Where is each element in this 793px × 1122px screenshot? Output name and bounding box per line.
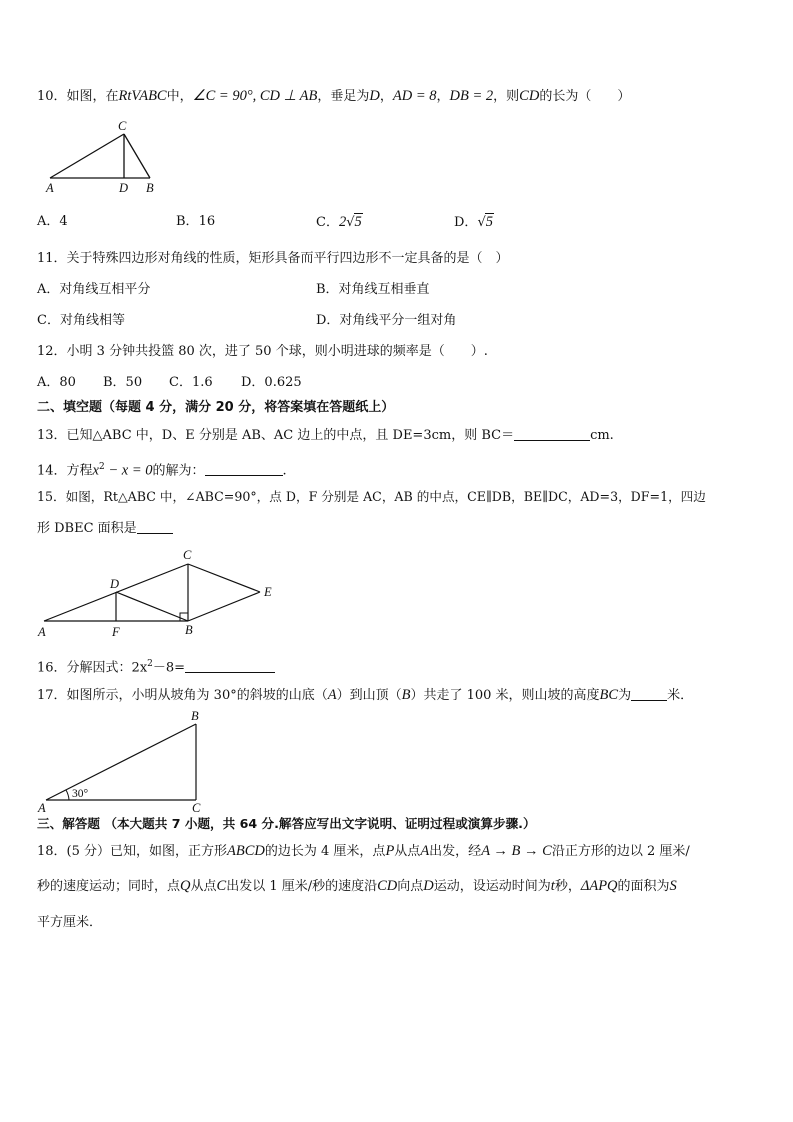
q12-option-a[interactable]: A．80 bbox=[37, 375, 76, 390]
q15-stem-line1: 15．如图，Rt△ABC 中，∠ABC=90°，点 D，F 分别是 AC，AB 的中点，CE∥DB，BE∥DC，AD=3，DF=1，四边 bbox=[37, 489, 706, 504]
q17-answer-blank[interactable] bbox=[631, 686, 667, 701]
q10-option-b[interactable]: B．16 bbox=[176, 214, 216, 229]
q15-label-c: C bbox=[183, 548, 192, 562]
q10-label-d: D bbox=[119, 181, 129, 195]
q11-option-c[interactable]: C．对角线相等 bbox=[37, 313, 125, 328]
q15-figure bbox=[34, 546, 294, 644]
q10-label-a: A bbox=[46, 181, 54, 195]
q15-side-ce bbox=[188, 564, 260, 592]
q11-option-b[interactable]: B．对角线互相垂直 bbox=[316, 282, 430, 297]
q12-option-c[interactable]: C．1.6 bbox=[169, 375, 213, 390]
q13-stem: 13．已知△ABC 中，D、E 分别是 AB、AC 边上的中点，且 DE=3cm，则 BC＝ cm. bbox=[37, 428, 614, 443]
q10-option-c[interactable]: C．2√5 bbox=[316, 214, 362, 230]
q17-angle-label: 30° bbox=[72, 788, 89, 800]
q17-label-c: C bbox=[192, 801, 201, 815]
q10-side-ac bbox=[50, 134, 124, 178]
q10-label-c: C bbox=[118, 119, 127, 133]
section-2-heading: 二、填空题（每题 4 分，满分 20 分，将答案填在答题纸上） bbox=[37, 400, 395, 415]
q15-stem-line2: 形 DBEC 面积是 bbox=[37, 519, 173, 538]
q17-label-b: B bbox=[191, 709, 199, 723]
q15-label-a: A bbox=[38, 625, 46, 639]
q10-side-bc bbox=[124, 134, 150, 178]
q15-segment-db bbox=[116, 592, 188, 621]
q10-figure bbox=[40, 118, 170, 198]
q12-option-d[interactable]: D．0.625 bbox=[241, 375, 302, 390]
q15-label-e: E bbox=[264, 585, 272, 599]
q16-answer-blank[interactable] bbox=[185, 658, 275, 673]
q17-label-a: A bbox=[38, 801, 46, 815]
q17-side-ab bbox=[46, 724, 196, 800]
q11-option-d[interactable]: D．对角线平分一组对角 bbox=[316, 313, 457, 328]
q10-option-d[interactable]: D．√5 bbox=[454, 214, 493, 230]
q16-stem: 16．分解因式：$2x^2-8=$ bbox=[37, 655, 275, 677]
q12-option-b[interactable]: B．50 bbox=[103, 375, 143, 390]
q10-label-b: B bbox=[146, 181, 154, 195]
q15-label-f: F bbox=[112, 625, 120, 639]
q11-option-a[interactable]: A．对角线互相平分 bbox=[37, 282, 151, 297]
q13-answer-blank[interactable] bbox=[514, 426, 590, 441]
q10-option-a[interactable]: A．4 bbox=[37, 214, 68, 229]
q18-stem-line2: 秒的速度运动；同时，点Q从点C出发以 1 厘米/秒的速度沿CD向点D运动，设运动时间为t秒，ΔAPQ的面积为S bbox=[37, 878, 677, 894]
q15-side-be bbox=[188, 592, 260, 621]
q15-label-b: B bbox=[185, 623, 193, 637]
q17-angle-arc bbox=[66, 790, 69, 800]
q18-stem-line3: 平方厘米． bbox=[37, 915, 103, 930]
q17-stem: 17．如图所示，小明从坡角为 30°的斜坡的山底（A）到山顶（B）共走了 100 米，则山坡的高度BC为 米． bbox=[37, 687, 694, 703]
q12-stem: 12．小明 3 分钟共投篮 80 次，进了 50 个球，则小明进球的频率是（ ）. bbox=[37, 344, 488, 359]
q17-figure bbox=[36, 706, 216, 816]
q18-stem-line1: 18．(5 分）已知，如图，正方形ABCD的边长为 4 厘米，点P从点A出发，经A → B → C沿正方形的边以 2 厘米/ bbox=[37, 843, 690, 859]
q15-answer-blank[interactable] bbox=[137, 519, 173, 534]
q14-answer-blank[interactable] bbox=[205, 461, 283, 476]
q11-stem: 11．关于特殊四边形对角线的性质，矩形具备而平行四边形不一定具备的是（ ） bbox=[37, 251, 509, 266]
section-3-heading: 三、解答题 （本大题共 7 小题，共 64 分.解答应写出文字说明、证明过程或演算步骤.） bbox=[37, 816, 536, 831]
q10-stem: 10．如图，在RtVABC中，∠C = 90°, CD ⊥ AB，垂足为D，AD = 8，DB = 2，则CD的长为（ ） bbox=[37, 88, 631, 104]
q15-label-d: D bbox=[110, 577, 120, 591]
q14-stem: 14．方程$x^2 - x = 0$的解为： . bbox=[37, 462, 287, 479]
